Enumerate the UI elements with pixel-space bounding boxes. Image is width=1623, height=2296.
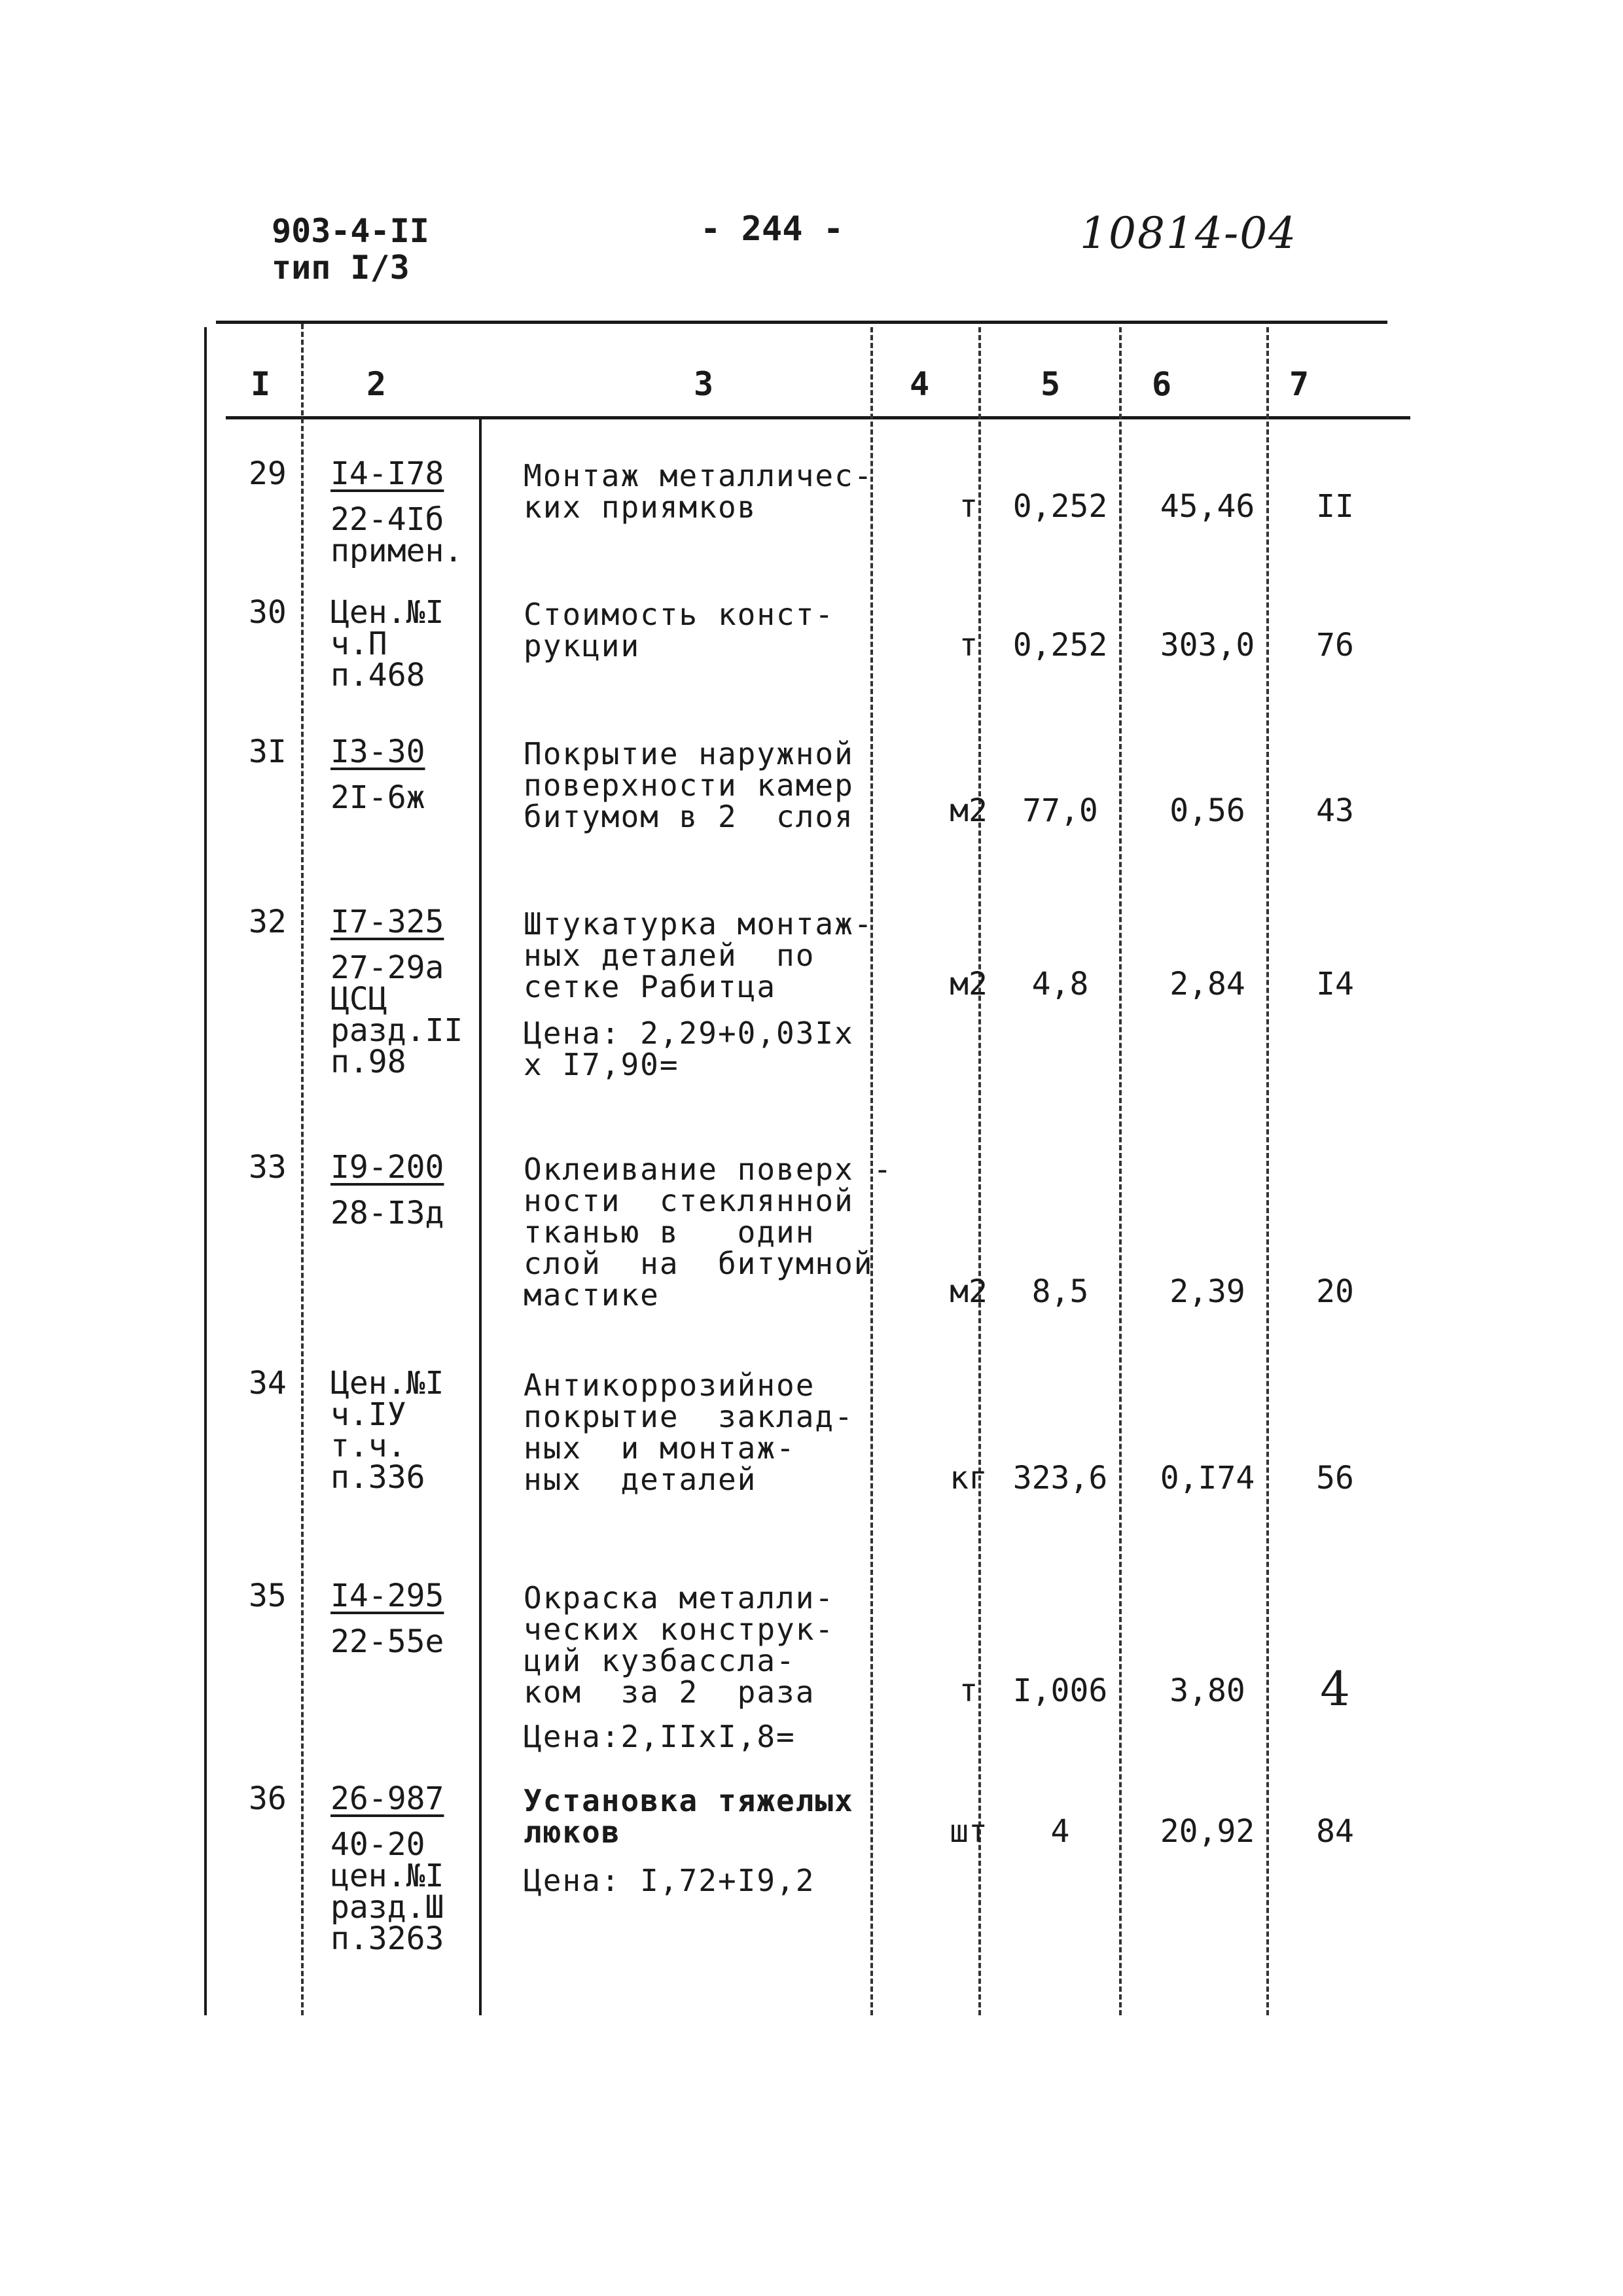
total: 4 — [1320, 1661, 1350, 1716]
unit-price: 3,80 — [1169, 1672, 1245, 1709]
rate-code: I3-30 — [330, 733, 425, 770]
work-description: Покрытие наружной поверхности камер битумом в 2 слоя — [524, 736, 854, 834]
rate-code: I4-295 — [330, 1578, 444, 1614]
column-divider-4 — [978, 327, 981, 2015]
total: 76 — [1316, 627, 1354, 663]
rate-code: Цен.№I — [330, 594, 444, 631]
work-description: Штукатурка монтаж- ных деталей по сетке Рабитца — [524, 906, 874, 1004]
rate-code: I4-I78 — [330, 455, 444, 492]
rate-code-sub: ч.П п.468 — [330, 626, 425, 694]
rate-code-sub: 2I-6ж — [330, 779, 425, 816]
column-divider-1 — [301, 324, 304, 2015]
total: 20 — [1316, 1273, 1354, 1310]
quantity: 4 — [1050, 1813, 1070, 1850]
quantity: 4,8 — [1031, 966, 1089, 1002]
unit: м2 — [950, 966, 988, 1002]
row-number: 3I — [249, 733, 287, 770]
rate-code: 26-987 — [330, 1780, 444, 1817]
quantity: 0,252 — [1012, 488, 1108, 525]
document-code-line2: тип I/3 — [272, 249, 410, 287]
quantity: 323,6 — [1012, 1460, 1108, 1496]
header-divider — [226, 416, 1410, 419]
unit-price: 0,I74 — [1160, 1460, 1255, 1496]
price-note: Цена: I,72+I9,2 — [524, 1863, 815, 1898]
row-number: 33 — [249, 1149, 287, 1186]
table-left-border — [204, 327, 207, 2015]
total: II — [1316, 488, 1354, 525]
column-header-1: I — [250, 365, 271, 403]
total: 43 — [1316, 792, 1354, 829]
rate-code: I9-200 — [330, 1149, 444, 1186]
rate-code: Цен.№I — [330, 1365, 444, 1402]
column-header-2: 2 — [366, 365, 387, 403]
unit-price: 0,56 — [1169, 792, 1245, 829]
rate-code-sub: 22-4Iб примен. — [330, 501, 463, 569]
total: I4 — [1316, 966, 1354, 1002]
column-divider-5 — [1119, 327, 1122, 2015]
unit-price: 303,0 — [1160, 627, 1255, 663]
price-note: Цена: 2,29+0,03Iх х I7,90= — [524, 1016, 854, 1082]
row-number: 36 — [249, 1780, 287, 1817]
archive-number: 10814-04 — [1080, 208, 1298, 258]
page-number: - 244 - — [700, 209, 844, 249]
quantity: 8,5 — [1031, 1273, 1089, 1310]
rate-code-sub: 22-55е — [330, 1623, 444, 1660]
quantity: 0,252 — [1012, 627, 1108, 663]
work-description: Стоимость конст- рукции — [524, 597, 835, 663]
table-top-border — [216, 321, 1387, 324]
column-header-7: 7 — [1289, 365, 1310, 403]
unit-price: 45,46 — [1160, 488, 1255, 525]
unit: м2 — [950, 1273, 988, 1310]
unit-price: 2,39 — [1169, 1273, 1245, 1310]
work-description: Окраска металли- ческих конструк- ций кузбассла- ком за 2 раза — [524, 1580, 835, 1710]
unit: т — [959, 488, 978, 525]
column-divider-2 — [479, 416, 482, 2015]
unit: т — [959, 627, 978, 663]
rate-code-sub: 28-I3д — [330, 1195, 444, 1231]
row-number: 29 — [249, 455, 287, 492]
row-number: 30 — [249, 594, 287, 631]
document-code-line1: 903-4-II — [272, 212, 429, 250]
column-header-4: 4 — [909, 365, 930, 403]
quantity: I,006 — [1012, 1672, 1108, 1709]
work-description: Оклеивание поверх - ности стеклянной тканью в один слой на битумной мастике — [524, 1152, 893, 1313]
price-note: Цена:2,IIхI,8= — [524, 1719, 796, 1754]
column-header-6: 6 — [1151, 365, 1172, 403]
unit-price: 2,84 — [1169, 966, 1245, 1002]
total: 84 — [1316, 1813, 1354, 1850]
column-header-3: 3 — [693, 365, 714, 403]
work-description: Установка тяжелых люков — [524, 1783, 854, 1850]
row-number: 35 — [249, 1578, 287, 1614]
work-description: Монтаж металличес- ких приямков — [524, 458, 874, 525]
quantity: 77,0 — [1022, 792, 1098, 829]
row-number: 32 — [249, 904, 287, 940]
unit: м2 — [950, 792, 988, 829]
rate-code-sub: ч.IУ т.ч. п.336 — [330, 1396, 425, 1496]
document-code — [272, 213, 429, 286]
rate-code: I7-325 — [330, 904, 444, 940]
total: 56 — [1316, 1460, 1354, 1496]
column-divider-6 — [1266, 327, 1269, 2015]
unit: кг — [950, 1460, 988, 1496]
work-description: Антикоррозийное покрытие заклад- ных и монтаж- ных деталей — [524, 1368, 854, 1497]
unit: шт — [950, 1813, 988, 1850]
rate-code-sub: 27-29а ЦСЦ разд.II п.98 — [330, 949, 463, 1080]
row-number: 34 — [249, 1365, 287, 1402]
unit: т — [959, 1672, 978, 1709]
unit-price: 20,92 — [1160, 1813, 1255, 1850]
rate-code-sub: 40-20 цен.№I разд.Ш п.3263 — [330, 1826, 444, 1957]
column-header-5: 5 — [1040, 365, 1061, 403]
